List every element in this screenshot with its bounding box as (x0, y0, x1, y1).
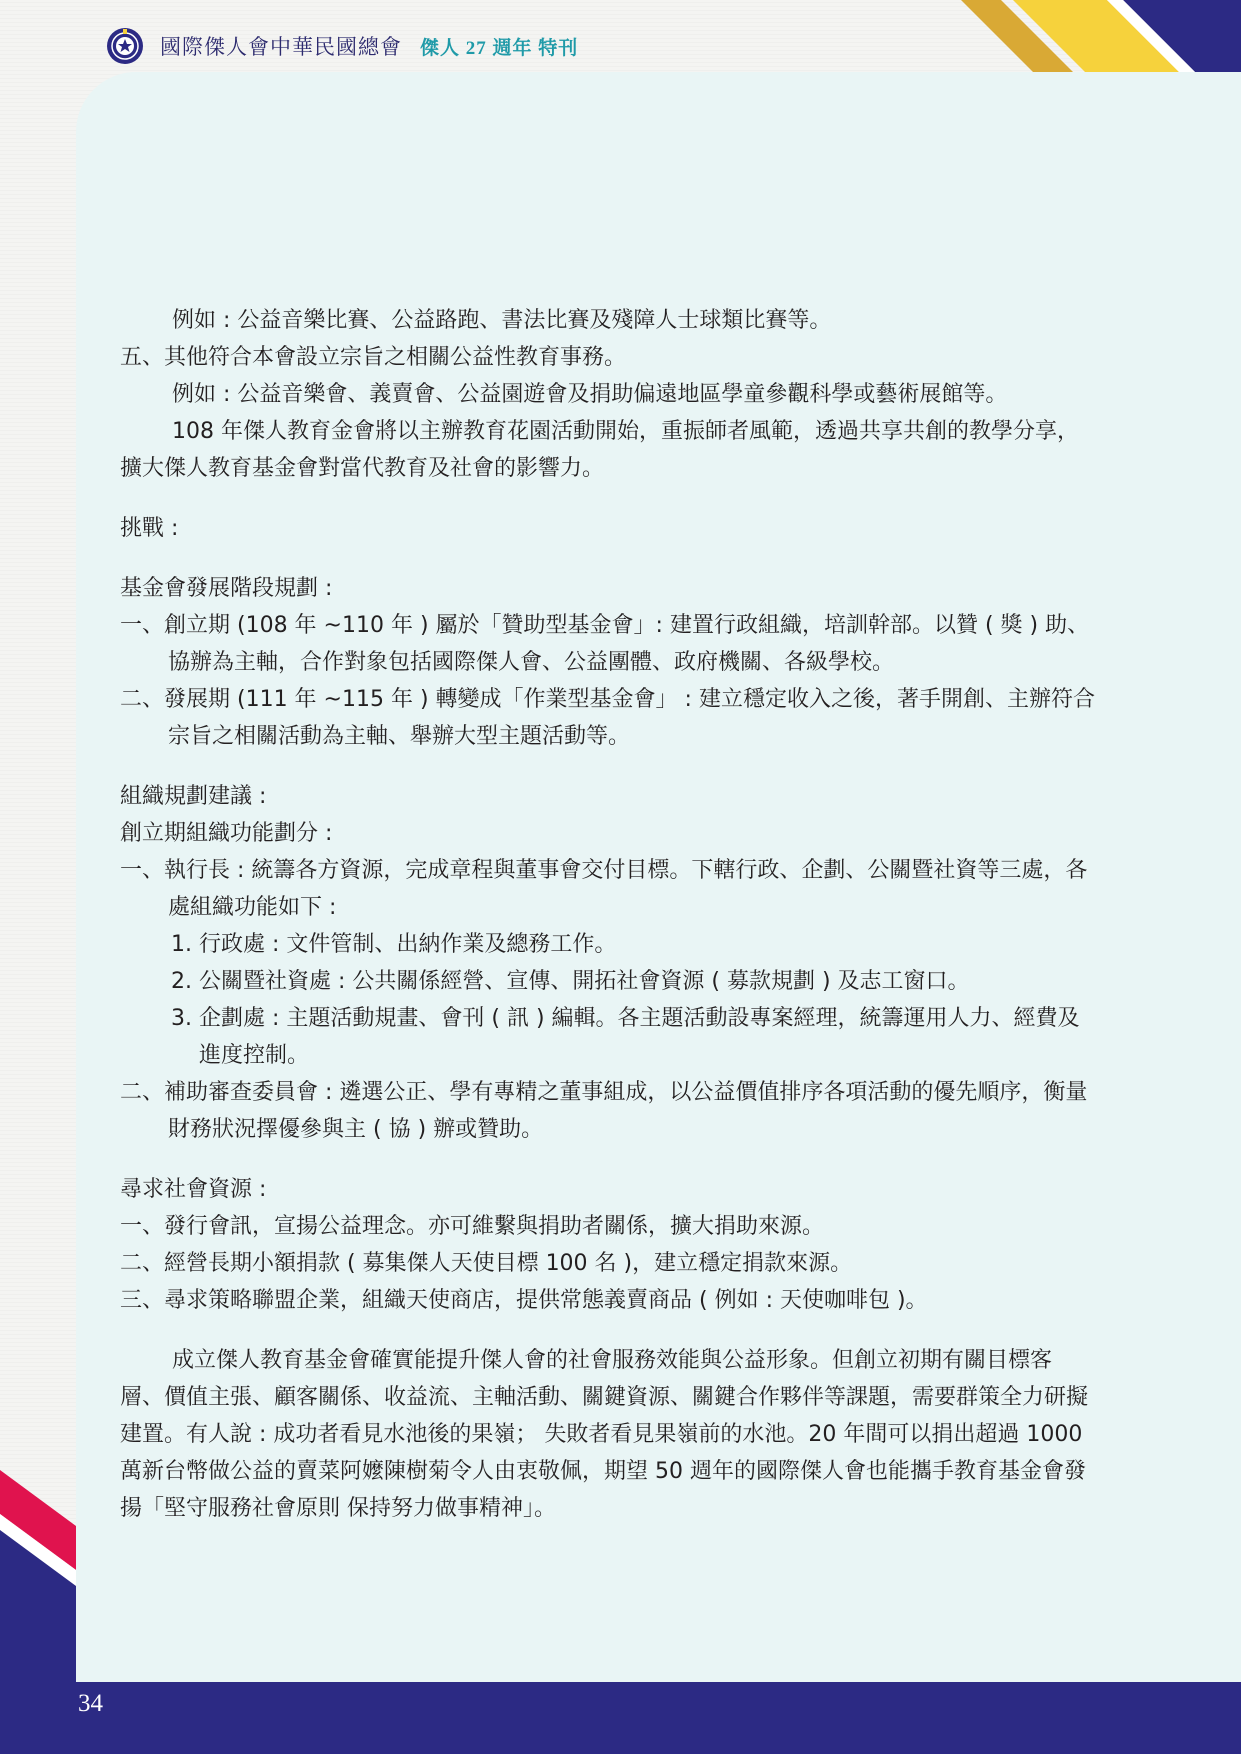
example-line-1: 例如 : 公益音樂比賽、公益路跑、書法比賽及殘障人士球類比賽等。 (172, 308, 832, 333)
example-line-2: 例如 : 公益音樂會、義賣會、公益園遊會及捐助偏遠地區學童參觀科學或藝術展館等。 (172, 382, 1008, 407)
phase-item-2: 二、發展期 (111 年 ~115 年 ) 轉變成「作業型基金會」 : 建立穩定收入之後，著手開創、主辦符合宗旨之相關活動為主軸、舉辦大型主題活動等。 (120, 687, 1095, 749)
resource-item-3: 三、尋求策略聯盟企業，組織天使商店，提供常態義賣商品 ( 例如 : 天使咖啡包 )。 (120, 1288, 928, 1313)
resource-item-1: 一、發行會訊，宣揚公益理念。亦可維繫與捐助者關係，擴大捐助來源。 (120, 1214, 825, 1239)
heading-resources: 尋求社會資源 : (120, 1177, 267, 1202)
closing-paragraph: 成立傑人教育基金會確實能提升傑人會的社會服務效能與公益形象。但創立初期有關目標客層、價值主張、顧客關係、收益流、主軸活動、關鍵資源、關鍵合作夥伴等課題，需要群策全力研擬建置。有人說 : 成功者看見水池後的果嶺； 失敗者看見果嶺前的水池。20 年間可以捐出超過 1000 萬新台幣做公益的賣菜阿嬤陳樹菊令人由衷敬佩，期望 50 週年的國際傑人會也能攜手教育基金會發揚「堅守服務社會原則 保持努力做事精神」。 (120, 1348, 1089, 1521)
page-number: 34 (78, 1690, 103, 1717)
org-subitem-3: 3. 企劃處 : 主題活動規畫、會刊 ( 訊 ) 編輯。各主題活動設專案經理，統籌運用人力、經費及進度控制。 (171, 1006, 1080, 1068)
paragraph-108: 108 年傑人教育金會將以主辦教育花園活動開始，重振師者風範，透過共享共創的教學分享，擴大傑人教育基金會對當代教育及社會的影響力。 (120, 419, 1079, 481)
org-subitem-1: 1. 行政處 : 文件管制、出納作業及總務工作。 (171, 932, 617, 957)
heading-org-functions: 創立期組織功能劃分 : (120, 821, 333, 846)
article-body (120, 302, 1095, 1527)
org-emblem-icon (106, 27, 144, 65)
org-item-1: 一、執行長 : 統籌各方資源，完成章程與董事會交付目標。下轄行政、企劃、公關暨社資等三處，各處組織功能如下 : (120, 858, 1088, 920)
heading-org-plan: 組織規劃建議 : (120, 784, 267, 809)
issue-name: 傑人 27 週年 特刊 (420, 37, 579, 59)
org-item-2: 二、補助審查委員會 : 遴選公正、學有專精之董事組成，以公益價值排序各項活動的優先順序，衡量財務狀況擇優參與主 ( 協 ) 辦或贊助。 (120, 1080, 1088, 1142)
org-name: 國際傑人會中華民國總會 (160, 36, 402, 59)
heading-challenges: 挑戰 : (120, 516, 179, 541)
resource-item-2: 二、經營長期小額捐款 ( 募集傑人天使目標 100 名 )，建立穩定捐款來源。 (120, 1251, 853, 1276)
phase-item-1: 一、創立期 (108 年 ~110 年 ) 屬於「贊助型基金會」: 建置行政組織，培訓幹部。以贊 ( 獎 ) 助、協辦為主軸，合作對象包括國際傑人會、公益團體、政府機關、各級學校。 (120, 613, 1090, 675)
org-subitem-2: 2. 公關暨社資處 : 公共關係經營、宣傳、開拓社會資源 ( 募款規劃 ) 及志工窗口。 (171, 969, 970, 994)
page-header (106, 26, 578, 66)
heading-phase-plan: 基金會發展階段規劃 : (120, 576, 333, 601)
footer-band (0, 1682, 1241, 1754)
header-stripes-decoration (901, 0, 1241, 72)
list-item-5: 五、其他符合本會設立宗旨之相關公益性教育事務。 (120, 345, 627, 370)
